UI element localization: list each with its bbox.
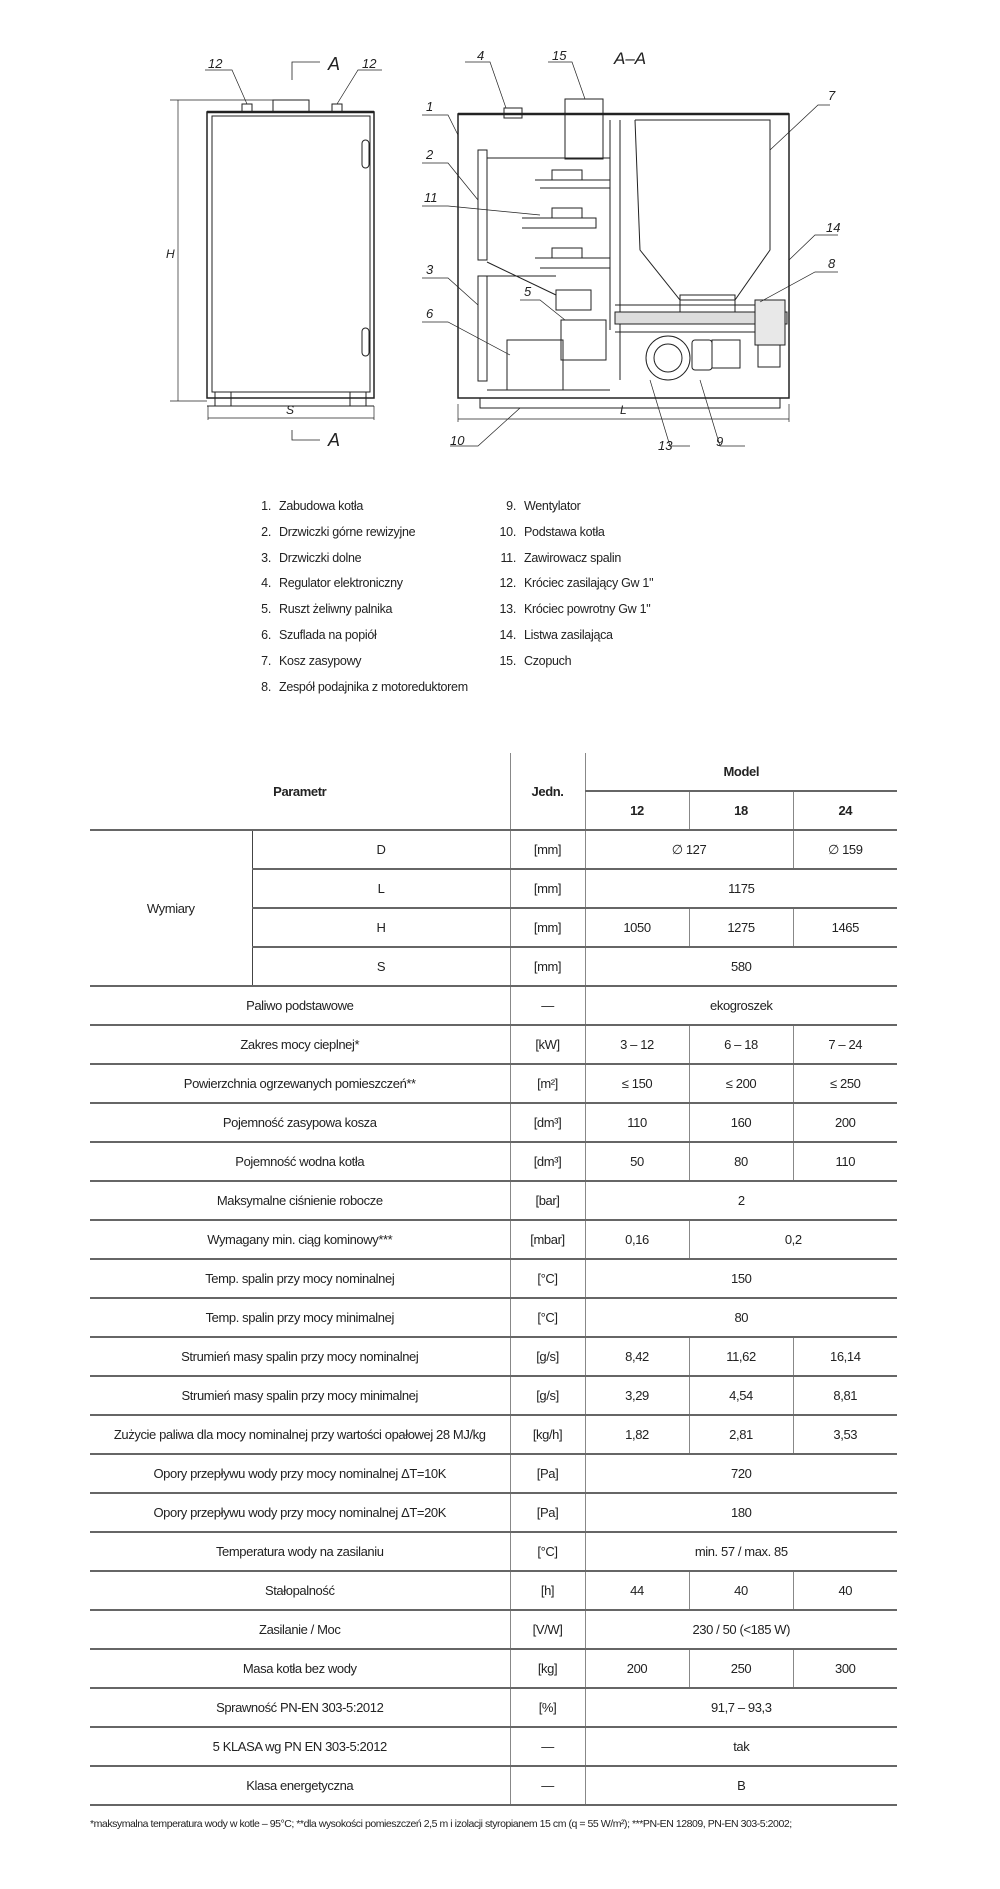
- parameter-unit: [h]: [510, 1571, 585, 1610]
- parameter-unit: [°C]: [510, 1259, 585, 1298]
- legend-item: [251, 494, 468, 520]
- legend-number: 5.: [261, 602, 271, 617]
- legend-text: Drzwiczki górne rewizyjne: [279, 524, 416, 539]
- table-cell-value: ≤ 250: [793, 1064, 897, 1103]
- table-cell-value: 11,62: [689, 1337, 793, 1376]
- table-cell-value: ∅ 159: [793, 830, 897, 869]
- legend-number: 13.: [499, 602, 516, 617]
- parameter-unit: [mm]: [510, 947, 585, 986]
- parameter-unit: [mm]: [510, 908, 585, 947]
- parameter-name: Strumień masy spalin przy mocy nominalnej: [90, 1337, 510, 1376]
- legend-item: [251, 623, 468, 649]
- table-cell-value: 150: [585, 1259, 897, 1298]
- parameter-unit: [°C]: [510, 1532, 585, 1571]
- table-cell-value: 580: [585, 947, 897, 986]
- parameter-unit: [kg/h]: [510, 1415, 585, 1454]
- label-7: 7: [828, 88, 836, 103]
- table-cell-value: 6 – 18: [689, 1025, 793, 1064]
- table-cell-value: 1275: [689, 908, 793, 947]
- parameter-unit: [mm]: [510, 869, 585, 908]
- label-10: 10: [450, 433, 465, 448]
- parameter-unit: [Pa]: [510, 1493, 585, 1532]
- parameter-name: H: [252, 908, 510, 947]
- legend-number: 7.: [261, 653, 271, 668]
- table-row: [90, 1571, 897, 1610]
- label-9: 9: [716, 434, 724, 449]
- legend-number: 1.: [261, 499, 271, 513]
- table-cell-value: ≤ 200: [689, 1064, 793, 1103]
- specification-table: [90, 753, 897, 1806]
- legend-text: Listwa zasilająca: [524, 627, 613, 642]
- label-14: 14: [826, 220, 841, 235]
- table-row: [90, 1181, 897, 1220]
- table-cell-value: min. 57 / max. 85: [585, 1532, 897, 1571]
- table-cell-value: 0,2: [689, 1220, 897, 1259]
- legend-item: [496, 546, 653, 572]
- parameter-unit: [Pa]: [510, 1454, 585, 1493]
- legend-item: [496, 649, 653, 675]
- parameter-unit: —: [510, 986, 585, 1025]
- parameter-unit: [g/s]: [510, 1376, 585, 1415]
- table-cell-value: 160: [689, 1103, 793, 1142]
- table-cell-value: 3,29: [585, 1376, 689, 1415]
- parameter-name: Opory przepływu wody przy mocy nominalnej ΔT=10K: [90, 1454, 510, 1493]
- parameter-name: Temperatura wody na zasilaniu: [90, 1532, 510, 1571]
- legend-left-column: [251, 494, 468, 700]
- table-row: [90, 1532, 897, 1571]
- table-cell-value: 3,53: [793, 1415, 897, 1454]
- header-model-24: 24: [793, 791, 897, 830]
- legend-text: Króciec powrotny Gw 1": [524, 602, 651, 617]
- parameter-unit: [m²]: [510, 1064, 585, 1103]
- parameter-name: S: [252, 947, 510, 986]
- table-row: [90, 1688, 897, 1727]
- label-8: 8: [828, 256, 836, 271]
- legend-item: [496, 494, 653, 520]
- parameter-name: Temp. spalin przy mocy nominalnej: [90, 1259, 510, 1298]
- table-row: [90, 830, 897, 869]
- parameter-unit: [V/W]: [510, 1610, 585, 1649]
- legend-item: [496, 520, 653, 546]
- label-6: 6: [426, 306, 434, 321]
- table-cell-value: 180: [585, 1493, 897, 1532]
- parameter-name: Stałopalność: [90, 1571, 510, 1610]
- label-12-left: 12: [208, 56, 223, 71]
- label-15: 15: [552, 48, 567, 63]
- header-model: Model: [585, 753, 897, 791]
- table-header-row: [90, 753, 897, 791]
- table-row: [90, 1727, 897, 1766]
- table-cell-value: 40: [689, 1571, 793, 1610]
- table-cell-value: 2,81: [689, 1415, 793, 1454]
- parameter-unit: [dm³]: [510, 1103, 585, 1142]
- table-cell-value: 300: [793, 1649, 897, 1688]
- legend-item: [251, 675, 468, 701]
- legend-right-column: [496, 494, 653, 675]
- table-cell-value: 720: [585, 1454, 897, 1493]
- dimension-s: S: [286, 403, 295, 417]
- legend-number: 11.: [500, 550, 516, 565]
- parameter-unit: [kW]: [510, 1025, 585, 1064]
- section-mark-top: A: [328, 54, 341, 74]
- table-cell-value: 2: [585, 1181, 897, 1220]
- dimension-h: H: [166, 247, 175, 261]
- table-row: [90, 1415, 897, 1454]
- parameter-unit: [kg]: [510, 1649, 585, 1688]
- table-row: [90, 1025, 897, 1064]
- table-row: [90, 1376, 897, 1415]
- parameter-name: Zużycie paliwa dla mocy nominalnej przy wartości opałowej 28 MJ/kg: [90, 1415, 510, 1454]
- table-cell-value: 3 – 12: [585, 1025, 689, 1064]
- label-12-right: 12: [362, 56, 377, 71]
- label-1: 1: [426, 99, 434, 114]
- parameter-unit: [bar]: [510, 1181, 585, 1220]
- table-cell-value: 50: [585, 1142, 689, 1181]
- legend-text: Regulator elektroniczny: [279, 576, 403, 591]
- table-cell-value: B: [585, 1766, 897, 1805]
- parameter-name: Wymagany min. ciąg kominowy***: [90, 1220, 510, 1259]
- table-cell-value: 110: [793, 1142, 897, 1181]
- legend-text: Szuflada na popiół: [279, 627, 377, 642]
- parameter-name: Pojemność zasypowa kosza: [90, 1103, 510, 1142]
- parameter-name: Zakres mocy cieplnej*: [90, 1025, 510, 1064]
- section-title: A–A: [614, 49, 647, 68]
- header-unit: Jedn.: [510, 753, 585, 830]
- legend-item: [251, 546, 468, 572]
- legend-item: [251, 571, 468, 597]
- table-cell-value: ≤ 150: [585, 1064, 689, 1103]
- table-row: [90, 1454, 897, 1493]
- table-cell-value: 1,82: [585, 1415, 689, 1454]
- legend-number: 14.: [499, 627, 516, 642]
- parameter-name: L: [252, 869, 510, 908]
- table-row: [90, 986, 897, 1025]
- legend-text: Zawirowacz spalin: [524, 550, 622, 565]
- table-row: [90, 1610, 897, 1649]
- legend-text: Podstawa kotła: [524, 524, 605, 539]
- parameter-name: 5 KLASA wg PN EN 303-5:2012: [90, 1727, 510, 1766]
- parameter-name: Maksymalne ciśnienie robocze: [90, 1181, 510, 1220]
- label-2: 2: [426, 147, 434, 162]
- parameter-name: Zasilanie / Moc: [90, 1610, 510, 1649]
- parameter-unit: [mbar]: [510, 1220, 585, 1259]
- legend-number: 9.: [506, 499, 516, 513]
- legend-text: Kosz zasypowy: [279, 653, 362, 668]
- table-row: [90, 1064, 897, 1103]
- parameter-name: D: [252, 830, 510, 869]
- legend-item: [251, 597, 468, 623]
- table-row: [90, 1142, 897, 1181]
- table-row: [90, 1766, 897, 1805]
- front-view: [170, 62, 382, 440]
- legend-number: 10.: [499, 524, 516, 539]
- parameter-name: Sprawność PN-EN 303-5:2012: [90, 1688, 510, 1727]
- table-cell-value: 8,81: [793, 1376, 897, 1415]
- label-3: 3: [426, 262, 434, 277]
- header-parametr: Parametr: [90, 753, 510, 830]
- table-row: [90, 1298, 897, 1337]
- legend-text: Zabudowa kotła: [279, 499, 364, 513]
- parameter-name: Strumień masy spalin przy mocy minimalnej: [90, 1376, 510, 1415]
- table-cell-value: 8,42: [585, 1337, 689, 1376]
- parameter-unit: —: [510, 1727, 585, 1766]
- section-mark-bottom: A: [328, 430, 341, 450]
- legend-text: Ruszt żeliwny palnika: [279, 602, 393, 617]
- label-11: 11: [424, 190, 438, 205]
- table-cell-value: 1050: [585, 908, 689, 947]
- footnote: *maksymalna temperatura wody w kotle – 95°C; **dla wysokości pomieszczeń 2,5 m i izolacji styropianem 15 cm (q = 55 W/m²); ***PN-EN 12809, PN-EN 303-5:2002;: [90, 1818, 792, 1830]
- legend-number: 15.: [499, 653, 516, 668]
- legend-number: 12.: [499, 576, 516, 591]
- parameter-name: Klasa energetyczna: [90, 1766, 510, 1805]
- label-5: 5: [524, 284, 532, 299]
- table-cell-value: 40: [793, 1571, 897, 1610]
- header-model-12: 12: [585, 791, 689, 830]
- legend-item: [251, 520, 468, 546]
- legend-number: 8.: [261, 679, 271, 694]
- table-row: [90, 1103, 897, 1142]
- parameter-name: Masa kotła bez wody: [90, 1649, 510, 1688]
- parameter-unit: [%]: [510, 1688, 585, 1727]
- table-cell-value: 4,54: [689, 1376, 793, 1415]
- legend-text: Drzwiczki dolne: [279, 550, 362, 565]
- table-row: [90, 1220, 897, 1259]
- table-cell-value: 7 – 24: [793, 1025, 897, 1064]
- parameter-name: Paliwo podstawowe: [90, 986, 510, 1025]
- label-13: 13: [658, 438, 673, 453]
- table-cell-value: 200: [585, 1649, 689, 1688]
- table-cell-value: 1465: [793, 908, 897, 947]
- boiler-technical-drawing: [0, 0, 1000, 470]
- legend-text: Króciec zasilający Gw 1": [524, 576, 654, 591]
- legend-item: [251, 649, 468, 675]
- legend-number: 3.: [261, 550, 271, 565]
- table-cell-value: 80: [585, 1298, 897, 1337]
- table-row: [90, 1259, 897, 1298]
- parameter-name: Pojemność wodna kotła: [90, 1142, 510, 1181]
- table-cell-value: tak: [585, 1727, 897, 1766]
- legend-text: Zespół podajnika z motoreduktorem: [279, 679, 468, 694]
- table-cell-value: 80: [689, 1142, 793, 1181]
- table-row: [90, 1649, 897, 1688]
- table-cell-value: 250: [689, 1649, 793, 1688]
- table-cell-value: 44: [585, 1571, 689, 1610]
- header-model-18: 18: [689, 791, 793, 830]
- parameter-unit: —: [510, 1766, 585, 1805]
- parameter-unit: [°C]: [510, 1298, 585, 1337]
- table-cell-value: 200: [793, 1103, 897, 1142]
- parameter-name: Powierzchnia ogrzewanych pomieszczeń**: [90, 1064, 510, 1103]
- legend-item: [496, 597, 653, 623]
- section-view: [422, 62, 841, 446]
- table-row: [90, 1493, 897, 1532]
- table-cell-value: ekogroszek: [585, 986, 897, 1025]
- label-4: 4: [477, 48, 485, 63]
- table-cell-value: 16,14: [793, 1337, 897, 1376]
- legend-number: 4.: [261, 576, 271, 591]
- parameter-name: Opory przepływu wody przy mocy nominalnej ΔT=20K: [90, 1493, 510, 1532]
- legend-text: Wentylator: [524, 499, 581, 513]
- legend-item: [496, 623, 653, 649]
- table-cell-value: 91,7 – 93,3: [585, 1688, 897, 1727]
- parameter-unit: [mm]: [510, 830, 585, 869]
- table-cell-value: 110: [585, 1103, 689, 1142]
- dimension-l: L: [620, 403, 627, 417]
- table-cell-value: 1175: [585, 869, 897, 908]
- parameter-name: Temp. spalin przy mocy minimalnej: [90, 1298, 510, 1337]
- parameter-unit: [g/s]: [510, 1337, 585, 1376]
- legend-item: [496, 571, 653, 597]
- table-row: [90, 1337, 897, 1376]
- table-cell-value: 0,16: [585, 1220, 689, 1259]
- parameter-unit: [dm³]: [510, 1142, 585, 1181]
- legend-number: 6.: [261, 627, 271, 642]
- legend-number: 2.: [261, 524, 271, 539]
- table-cell-value: 230 / 50 (<185 W): [585, 1610, 897, 1649]
- legend-text: Czopuch: [524, 653, 572, 668]
- table-cell-value: ∅ 127: [585, 830, 793, 869]
- group-label-wymiary: Wymiary: [90, 830, 252, 986]
